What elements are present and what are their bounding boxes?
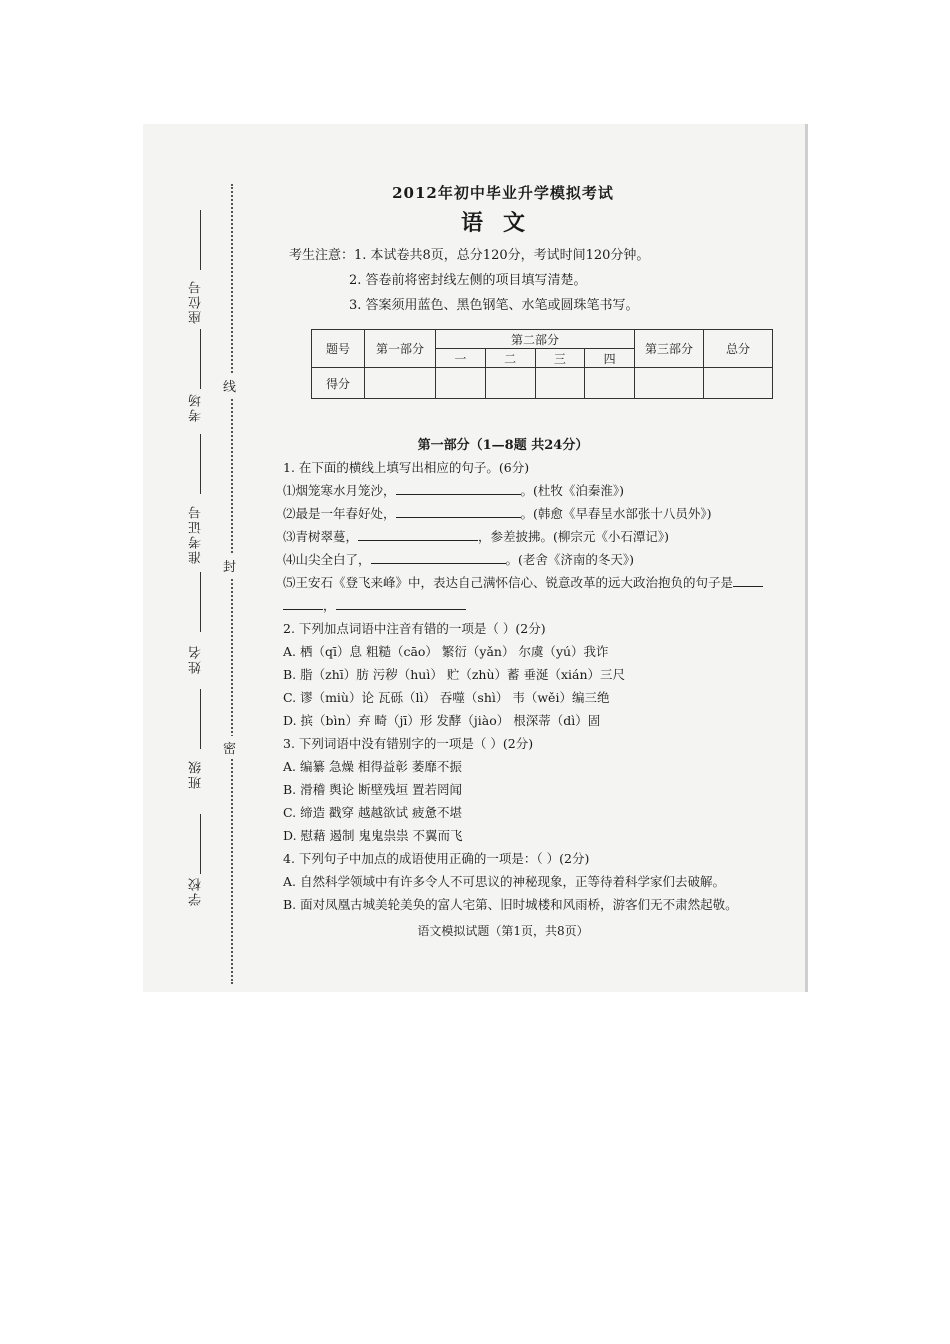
seal-char-mi: 密: [223, 736, 236, 759]
q2-option-a: A. 栖（qī）息 粗糙（cāo） 繁衍（yǎn） 尔虞（yú）我诈: [283, 644, 609, 659]
q1-item-2-post: 。(韩愈《早春呈水部张十八员外》): [520, 506, 712, 521]
q1-item-3: [283, 527, 669, 545]
q3-stem: 3. 下列词语中没有错别字的一项是（ ）(2分): [283, 736, 534, 751]
q4-option-a: A. 自然科学领域中有许多令人不可思议的神秘现象，正等待着科学家们去破解。: [283, 874, 725, 889]
seal-line-5: [200, 689, 201, 749]
margin-label-name: 姓名: [189, 644, 204, 674]
q1-stem: 1. 在下面的横线上填写出相应的句子。(6分): [283, 460, 530, 475]
seal-char-feng: 封: [223, 554, 236, 577]
seal-line-4: [200, 572, 201, 632]
cell-part2-col1: 一: [436, 349, 486, 368]
q3-option-a: A. 编纂 急燥 相得益彰 萎靡不振: [283, 759, 462, 774]
score-table: [311, 329, 773, 399]
q1-item-1: [283, 481, 624, 499]
q1-item-5-blank-c[interactable]: [336, 597, 466, 610]
q1-item-4: [283, 550, 634, 568]
cell-part2-col4: 四: [585, 349, 635, 368]
seal-dotted-line: [231, 184, 233, 984]
cell-score-p2-3[interactable]: [535, 368, 585, 399]
page-footer: 语文模拟试题（第1页，共8页）: [417, 924, 589, 938]
q2-option-c: C. 谬（miù）论 瓦砾（lì） 吞噬（shì） 韦（wěi）编三绝: [283, 690, 610, 705]
cell-tihao: 题号: [312, 330, 365, 368]
seal-char-xian: 线: [223, 374, 236, 397]
exam-title: 2012年初中毕业升学模拟考试: [392, 184, 614, 202]
margin-label-id: 准考证号: [189, 504, 204, 564]
seal-line-2: [200, 329, 201, 389]
cell-total: 总分: [704, 330, 773, 368]
q2-stem: 2. 下列加点词语中注音有错的一项是（ ）(2分): [283, 621, 546, 636]
q1-item-5-blank-b[interactable]: [283, 597, 323, 610]
cell-part1: 第一部分: [365, 330, 436, 368]
q3-option-d: D. 慰藉 遏制 鬼鬼祟祟 不翼而飞: [283, 828, 463, 843]
cell-part2-col2: 二: [485, 349, 535, 368]
q1-item-2: [283, 504, 712, 522]
seal-line-6: [200, 814, 201, 874]
margin-label-room: 考场: [189, 392, 204, 422]
q1-item-4-blank[interactable]: [371, 551, 506, 564]
q1-item-5-end: ，: [323, 598, 336, 613]
cell-part2-col3: 三: [535, 349, 585, 368]
q1-item-1-blank[interactable]: [396, 482, 521, 495]
notice-line-1: 考生注意：1. 本试卷共8页，总分120分，考试时间120分钟。: [289, 248, 650, 263]
q4-option-b: B. 面对凤凰古城美轮美奂的富人宅第、旧时城楼和风雨桥，游客们无不肃然起敬。: [283, 897, 738, 912]
q1-item-5-cont: [283, 596, 466, 614]
subject-title: 语文: [460, 210, 545, 236]
q1-item-2-blank[interactable]: [396, 505, 521, 518]
cell-defen: 得分: [312, 368, 365, 399]
q1-item-1-pre: ⑴烟笼寒水月笼沙，: [283, 483, 396, 498]
margin-label-class: 班级: [189, 759, 204, 789]
cell-part3: 第三部分: [635, 330, 704, 368]
notice-line-3: 3. 答案须用蓝色、黑色钢笔、水笔或圆珠笔书写。: [349, 298, 639, 313]
q1-item-1-post: 。(杜牧《泊秦淮》): [520, 483, 625, 498]
margin-label-seat: 座位号: [189, 279, 204, 324]
seal-line-3: [200, 434, 201, 494]
scanned-page: [143, 124, 808, 992]
cell-score-p2-2[interactable]: [485, 368, 535, 399]
cell-score-p2-1[interactable]: [436, 368, 486, 399]
q1-item-5-blank-a[interactable]: [733, 574, 763, 587]
q4-stem: 4. 下列句子中加点的成语使用正确的一项是：（ ）(2分): [283, 851, 590, 866]
notice-line-2: 2. 答卷前将密封线左侧的项目填写清楚。: [349, 273, 587, 288]
q2-option-b: B. 脂（zhī）肪 污秽（huì） 贮（zhù）蓄 垂涎（xián）三尺: [283, 667, 626, 682]
cell-score-total[interactable]: [704, 368, 773, 399]
cell-part2: 第二部分: [436, 330, 635, 349]
cell-score-part1[interactable]: [365, 368, 436, 399]
q2-option-d: D. 摈（bìn）弃 畸（jī）形 发酵（jiào） 根深蒂（dì）固: [283, 713, 601, 728]
q1-item-2-pre: ⑵最是一年春好处，: [283, 506, 396, 521]
q1-item-5-text: ⑸王安石《登飞来峰》中，表达自己满怀信心、锐意改革的远大政治抱负的句子是: [283, 575, 734, 590]
q1-item-4-post: 。(老舍《济南的冬天》): [505, 552, 635, 567]
cell-score-part3[interactable]: [635, 368, 704, 399]
cell-score-p2-4[interactable]: [585, 368, 635, 399]
q3-option-b: B. 滑稽 舆论 断壁残垣 置若罔闻: [283, 782, 463, 797]
q1-item-3-post: ，参差披拂。(柳宗元《小石潭记》): [478, 529, 670, 544]
margin-label-school: 学校: [189, 876, 204, 906]
q1-item-3-pre: ⑶青树翠蔓，: [283, 529, 359, 544]
seal-line-1: [200, 210, 201, 270]
q3-option-c: C. 缔造 戳穿 越越欲试 疲惫不堪: [283, 805, 462, 820]
section1-title: 第一部分（1—8题 共24分）: [417, 438, 589, 453]
q1-item-3-blank[interactable]: [358, 528, 478, 541]
q1-item-4-pre: ⑷山尖全白了，: [283, 552, 371, 567]
q1-item-5: [283, 573, 763, 591]
